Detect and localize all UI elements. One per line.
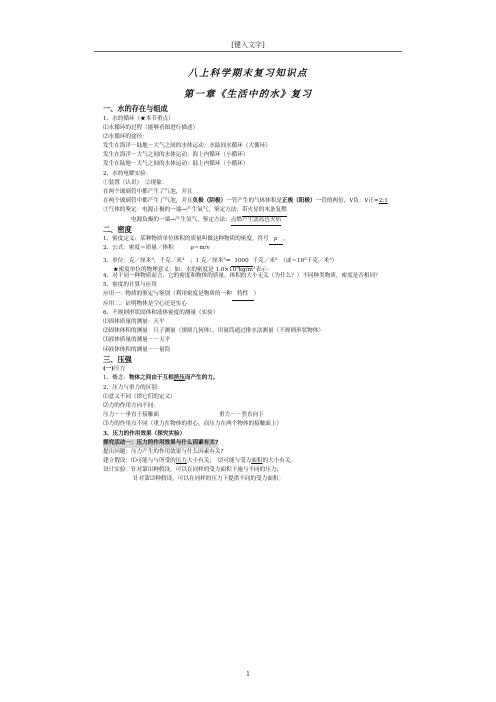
text-span: = [225,257,231,264]
underlined-term: 挤压 [173,375,185,382]
text-line: ⑵力的作用方向不同： [103,402,159,409]
superscript: 3 [236,264,239,270]
text-span: 一管的两倍，V负：V正= [315,198,379,205]
superscript: 3 [181,255,185,261]
text-span: 1、密度定义：某种物质单位体积的质量叫做这种物质的密度，符号 [103,236,269,243]
text-line [103,290,433,299]
text-line: 2、公式：密度＝质量／体积 ρ＝m/v [103,245,210,252]
text-line [103,457,433,466]
highlighted-heading: 探究活动一：压力的作用效果与什么因素有关? [103,439,218,448]
chapter-title: 第一章《生活中的水》复习 [183,89,313,100]
text-line: ⑴水循环的过程（能够看图进行描述） [103,124,199,131]
bold-term: 负极（阴极） [192,198,227,205]
text-span: 重力－－竖直向下 [218,412,264,419]
text-line: 提出问题：压力产生的作用效果与什么因素有关? [103,448,224,455]
section-heading-water: 一、水的存在与组成 [103,104,168,113]
document-body [103,104,433,485]
text-line: 发生在海洋－陆地－大气之间的水体运动：水陆间水循环（大循环） [103,143,271,150]
text-line: ⑵固体体积的测量：尺子测量（规则几何体），用量筒通过排水法测量（不规则形状物体） [103,328,324,335]
text-span: ★密度单位的物理意义：如：水的密度是 1.0×10 [113,266,237,273]
document-title: 八上科学期末复习知识点 [188,68,308,79]
text-line: 4、对于同一种物质而言，它的密度和物体的质量、体积的大小无关（为什么？）不同种类物质，密度是否相同？ [103,273,381,279]
text-line: ⑵水循环的途径： [103,133,148,140]
text-line: ⑴意义不同（即它们的定义） [103,393,176,400]
text-span: 压力－－垂直于接触面 [103,412,159,419]
superscript: 3 [329,255,332,261]
text-line: 2、水的电解实验： [103,170,152,177]
text-line [103,374,433,383]
experiment-heading [103,439,433,448]
text-line: 针对第⑵种假设，可以在同样的压力下提供不同的受力面积。 [133,476,285,483]
gas-test-line-hydrogen [103,216,433,225]
bold-term: 物体之间由于互相 [128,375,174,382]
text-line: 应用二：证明物体是空心还是实心 [103,300,187,307]
text-span: ） [331,257,338,264]
text-span: 表示： [255,266,273,273]
text-span: 建立假设：⑴可能与与所受的 [103,458,176,465]
text-span: kg/m [238,266,253,273]
text-line: ⑴固体质量的测量：天平 [103,318,165,325]
text-line: ⑷液体体积的测量－－量筒 [103,346,171,353]
text-span: 电源负极的一端→产生氢气，鉴定方法： [131,216,231,223]
text-line [103,411,433,420]
text-line: 发生在陆地－大气之间的水体运动：陆上内循环（小循环） [103,161,249,168]
text-span: 。 [282,236,289,243]
text-line: 6、不规则形状固体和液体密度的测量（实验） [103,309,219,316]
header-rule [94,51,402,52]
text-line: 2、压力与重力的区别： [103,384,163,391]
electrolysis-line [103,197,433,206]
text-span: 的大小有关。 [262,458,297,465]
bold-term: 正极（阳极） [282,198,316,205]
page-header: [键入文字] [231,41,265,49]
text-span: 压力 [113,366,126,373]
text-span: ，千克／米 [153,257,182,264]
text-line: ⑶液体质量的测量－－天平 [103,337,171,344]
answer-blank: 点燃产生淡蓝色火焰 [231,216,281,226]
text-span: ③气体的鉴定：电源正极的一端→产生氧气，鉴定方法： [103,207,242,214]
superscript: 3 [223,255,226,261]
superscript: 3 [252,264,256,270]
superscript: 3 [274,255,278,261]
text-line: 5、密度的计算与应用 [103,282,157,289]
units-line [103,254,433,263]
text-span: 应用一：物质的鉴定与鉴别（利用密度是物质的一种 [103,291,232,298]
bold-term: (一) [103,366,114,373]
text-line: ①装置（认识） ②现象： [103,179,168,186]
text-span: ） [253,291,260,298]
subsection-heading [103,365,433,374]
superscript: 3 [304,255,307,261]
answer-blank: 特性 [232,290,254,300]
text-span: 1、概念： [103,375,129,382]
section-heading-pressure: 三、压强 [103,354,132,364]
text-span: 在两个玻璃管中都产生了气泡，并且 [103,198,193,205]
text-line: 设计实验：针对第⑴种假设，可以在同样的受力面积下施与不同的压力； [103,467,283,474]
answer-blank: ρ [269,235,283,245]
gas-test-line-oxygen [103,206,433,215]
section-heading-density: 二、密度 [103,224,132,234]
text-span: ；1 克／厘米 [184,257,224,264]
text-line: 在两个玻璃管中都产生了气泡，并且 [103,189,193,195]
underlined-ratio: 2:1 [378,198,388,205]
answer-blank: 1000 [231,257,253,267]
text-span: （或＝10 [277,257,305,264]
answer-blank: 带火星的木条复燃 [242,206,287,216]
text-span: 千克／米 [306,257,330,264]
text-line: 1、水的循环（★本节重点） [103,115,174,122]
text-span: 大小有关； ⑵可能与受力 [186,458,252,465]
bold-term: 而产生的力。 [184,375,219,382]
text-span: 千克／米 [252,257,275,264]
text-span: 一管产生的气体体积是 [226,198,283,205]
water-density-line [103,263,433,272]
underlined-term: 压力 [175,458,187,465]
text-span: 3、单位：克／厘米 [103,257,152,264]
underlined-term: 面积 [251,458,263,465]
text-line: ⑶力的作用点不同（重力在物体的重心，而压力在两个物体的接触面上） [103,421,283,428]
subsection-heading: 3、压力的作用效果（探究实验） [103,430,186,437]
page-number: 1 [246,671,250,678]
superscript: 3 [151,255,154,261]
text-line: 发生在海洋－大气之间的水体运动：海上内循环（小循环） [103,152,249,159]
text-line [103,235,433,244]
